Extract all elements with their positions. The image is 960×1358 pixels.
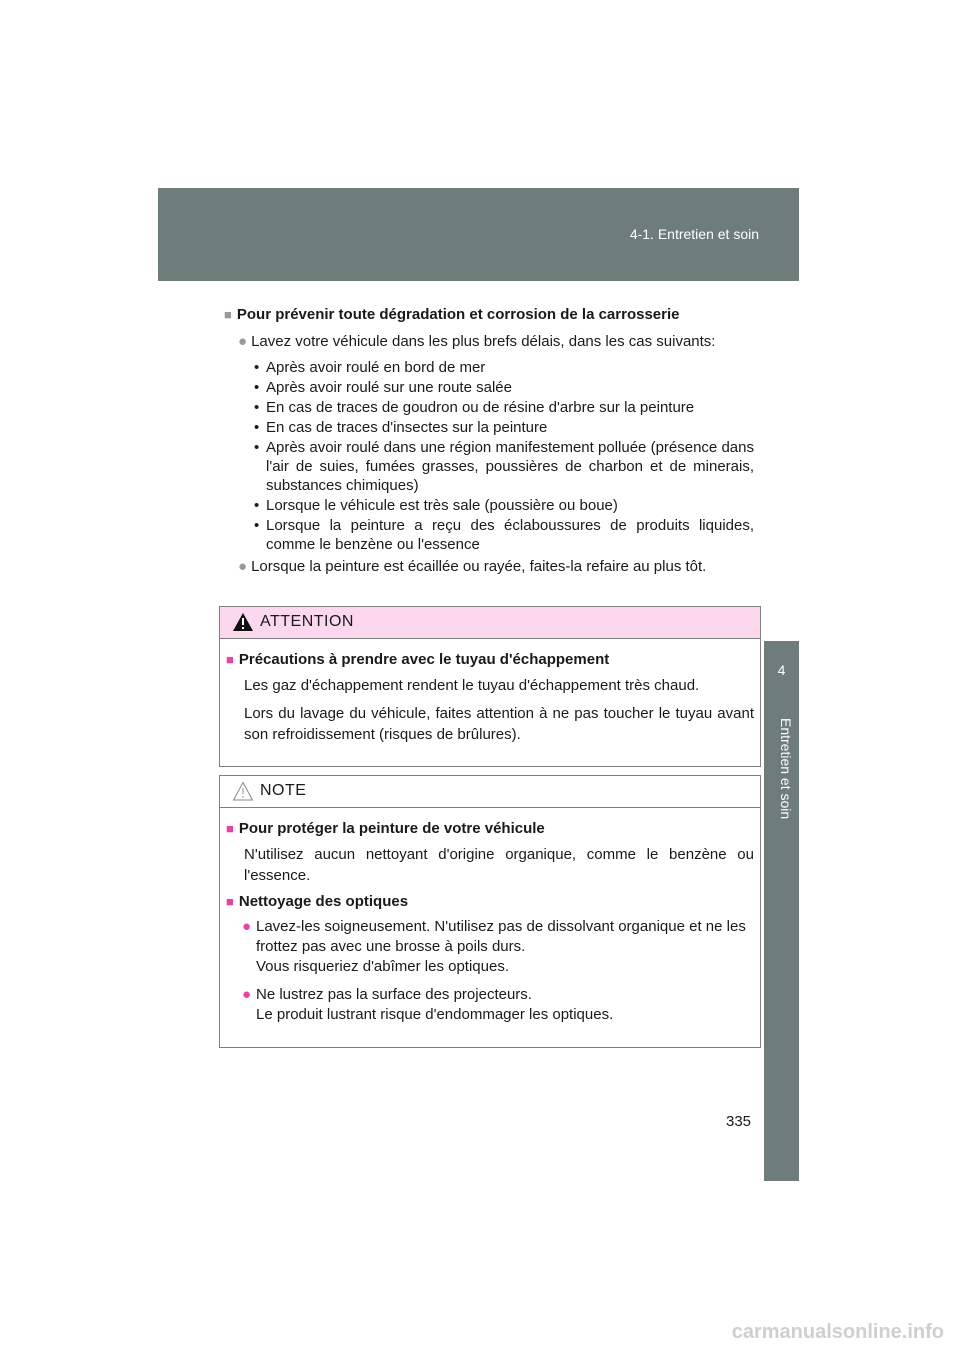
caution-outline-icon [232, 781, 254, 801]
side-tab-gap [764, 281, 799, 641]
note-box [219, 775, 761, 1048]
circle-bullet-item: ● Lavez votre véhicule dans les plus brefs délais, dans les cas suivants: [238, 333, 716, 350]
circle-bullet-icon: ● [238, 333, 248, 350]
list-item: • Lorsque le véhicule est très sale (poussière ou boue) [224, 496, 754, 515]
note-bullet-item: ● Lavez-les soigneusement. N'utilisez pas de dissolvant organique et ne les frottez pas avec une brosse à poils durs. Vous risqueriez d'abîmer les optiques. [242, 918, 746, 975]
square-bullet-icon: ■ [226, 652, 234, 667]
note-bullet-item: ● Ne lustrez pas la surface des projecteurs. Le produit lustrant risque d'endommager les optiques. [242, 986, 614, 1023]
attention-heading: ■ Précautions à prendre avec le tuyau d'échappement [226, 651, 610, 668]
note-heading: ■ Nettoyage des optiques [226, 893, 409, 910]
list-item: • Après avoir roulé sur une route salée [224, 378, 754, 397]
page-number: 335 [726, 1113, 752, 1130]
circle-bullet-icon: ● [238, 558, 248, 575]
note-body [220, 808, 760, 1047]
list-item: • En cas de traces d'insectes sur la peinture [224, 418, 754, 437]
square-bullet-icon: ■ [226, 821, 234, 836]
watermark: carmanualsonline.info [731, 1321, 944, 1343]
chapter-number: 4 [777, 662, 786, 678]
attention-label: ATTENTION [260, 613, 354, 630]
note-paragraph: N'utilisez aucun nettoyant d'origine organique, comme le benzène ou l'essence. [244, 846, 754, 884]
section-header-title: 4-1. Entretien et soin [629, 226, 759, 242]
attention-header [220, 607, 760, 639]
attention-paragraph: Lors du lavage du véhicule, faites attention à ne pas toucher le tuyau avant son refroidissement (risques de brûlures). [244, 705, 754, 743]
header-band [158, 188, 799, 281]
list-item: • Après avoir roulé en bord de mer [224, 358, 754, 377]
list-item: • En cas de traces de goudron ou de résine d'arbre sur la peinture [224, 398, 754, 417]
square-bullet-icon: ■ [224, 307, 232, 322]
conditions-list [224, 358, 754, 554]
list-item: • Lorsque la peinture a reçu des éclaboussures de produits liquides, comme le benzène ou l'essence [224, 516, 754, 554]
circle-bullet-icon: ● [242, 918, 252, 935]
circle-bullet-icon: ● [242, 986, 252, 1003]
circle-bullet-item: ● Lorsque la peinture est écaillée ou rayée, faites-la refaire au plus tôt. [238, 558, 707, 575]
attention-body [220, 639, 760, 766]
chapter-side-label: Entretien et soin [778, 718, 794, 820]
square-bullet-icon: ■ [226, 894, 234, 909]
note-label: NOTE [260, 782, 307, 799]
note-heading: ■ Pour protéger la peinture de votre véhicule [226, 820, 545, 837]
list-item: • Après avoir roulé dans une région manifestement polluée (présence dans l'air de suies, fumées grasses, poussières de charbon et de minerais, substances chimiques) [224, 438, 754, 495]
warning-icon [232, 612, 254, 632]
attention-paragraph: Les gaz d'échappement rendent le tuyau d'échappement très chaud. [244, 677, 700, 694]
main-content [224, 306, 754, 575]
note-header [220, 776, 760, 808]
attention-box [219, 606, 761, 767]
section-heading: ■ Pour prévenir toute dégradation et corrosion de la carrosserie [224, 306, 680, 323]
